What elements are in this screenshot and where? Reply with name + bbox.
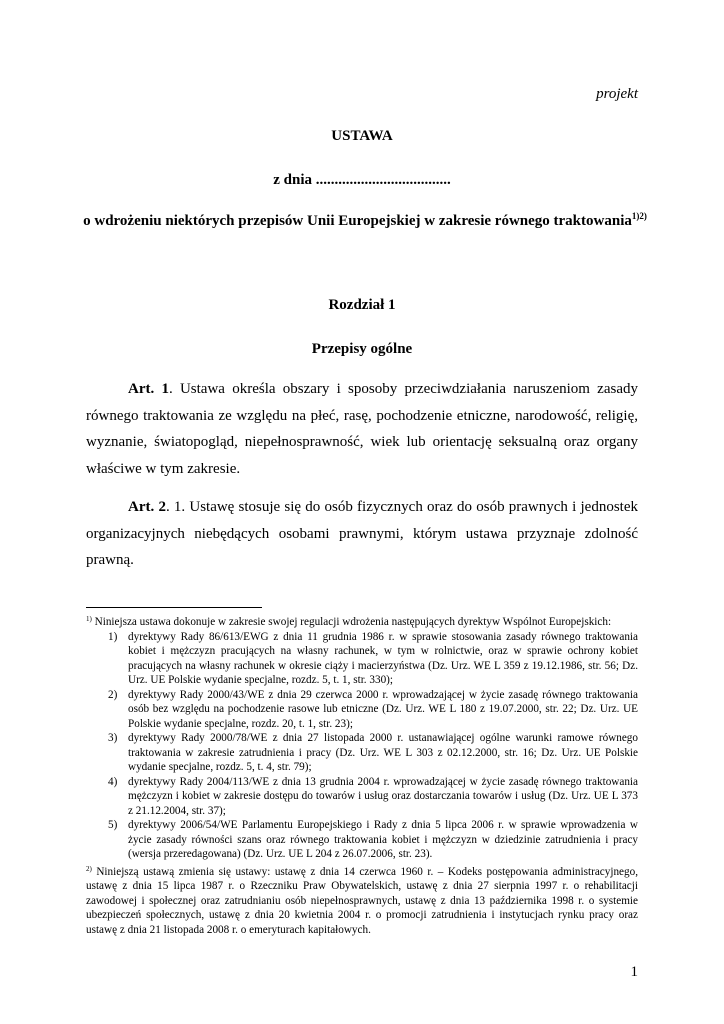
directive-list [86,630,638,862]
footnote-1-mark: 1) [86,615,92,623]
footnote-1-intro [86,612,638,630]
footnote-separator [86,607,262,608]
chapter-number: Rozdział 1 [328,297,396,313]
directive-item [86,775,638,819]
directive-number: 1) [108,630,118,643]
article-2 [86,494,638,574]
directive-item [86,630,638,688]
article-2-text: . 1. Ustawę stosuje się do osób fizycznych oraz do osób prawnych i jednostek organizacyjnych niebędących osobami prawnymi, którym ustawa przyznaje zdolność prawną. [86,499,638,569]
draft-label: projekt [596,86,638,102]
directive-number: 3) [108,732,118,744]
article-1-text: . Ustawa określa obszary i sposoby przeciwdziałania naruszeniom zasady równego traktowania ze względu na płeć, rasę, pochodzenie etniczne, narodowość, religię, wyznanie, światopogląd, niepełnosprawność, wiek lub orientację seksualną oraz organy właściwe w tym zakresie. [86,381,638,478]
footnotes [86,612,638,937]
directive-number: 4) [108,775,118,788]
article-1-label: Art. 1 [128,381,169,397]
act-subject [80,211,650,230]
directive-text: dyrektywy Rady 86/613/EWG z dnia 11 grudnia 1986 r. w sprawie stosowania zasady równego traktowania kobiet i mężczyzn pracujących na własny rachunek, w tym w rolnictwie, oraz w sprawie ochrony kobiet pracujących na własny rachunek w okresie ciąży i macierzyństwa (Dz. Urz. WE L 359 z 19.12.1986, str. 56; Dz. Urz. UE Polskie wydanie specjalne, rozdz. 5, t. 1, str. 330); [128,630,638,686]
directive-text: dyrektywy Rady 2000/43/WE z dnia 29 czerwca 2000 r. wprowadzającej w życie zasadę równego traktowania osób bez względu na pochodzenie rasowe lub etniczne (Dz. Urz. WE L 180 z 19.07.2000, str. 22; Dz. Urz. UE Polskie wydanie specjalne, rozdz. 20, t. 1, str. 23); [128,688,638,730]
footnote-1-intro-text: Niniejsza ustawa dokonuje w zakresie swojej regulacji wdrożenia następujących dyrektyw Wspólnot Europejskich: [91,616,612,628]
act-date: z dnia .................................... [273,172,451,188]
directive-text: dyrektywy Rady 2004/113/WE z dnia 13 grudnia 2004 r. wprowadzającej w życie zasadę równego traktowania mężczyzn i kobiet w zakresie dostępu do towarów i usług oraz dostarczania towarów i usług (Dz. Urz. UE L 373 z 21.12.2004, str. 37); [128,775,638,817]
page-number: 1 [630,964,638,980]
directive-item [86,818,638,862]
act-subject-text: o wdrożeniu niektórych przepisów Unii Europejskiej w zakresie równego traktowania [83,213,632,229]
directive-item [86,731,638,775]
act-subject-footnote-ref[interactable]: 1)2) [631,211,647,221]
footnote-2-mark: 2) [86,864,92,873]
footnote-2-text: Niniejszą ustawą zmienia się ustawy: ustawę z dnia 14 czerwca 1960 r. – Kodeks postępowania administracyjnego, ustawę z dnia 15 lipca 1987 r. o Rzeczniku Praw Obywatelskich, ustawę z dnia 27 sierpnia 1997 r. o rehabilitacji zawodowej i społecznej oraz zatrudnianiu osób niepełnosprawnych, ustawę z dnia 13 października 1998 r. o systemie ubezpieczeń społecznych, ustawę z dnia 20 kwietnia 2004 r. o promocji zatrudnienia i instytucjach rynku pracy oraz ustawę z dnia 21 listopada 2008 r. o emeryturach kapitałowych. [86,865,638,936]
act-title: USTAWA [331,128,393,144]
directive-item [86,688,638,732]
footnote-2 [86,862,638,938]
directive-number: 2) [108,688,118,701]
directive-text: dyrektywy Rady 2000/78/WE z dnia 27 listopada 2000 r. ustanawiającej ogólne warunki ramowe równego traktowania w zakresie zatrudnienia i pracy (Dz. Urz. WE L 303 z 02.12.2000, str. 16; Dz. Urz. UE Polskie wydanie specjalne, rozdz. 5, t. 4, str. 79); [128,732,638,773]
article-1 [86,376,638,483]
directive-number: 5) [108,819,118,831]
directive-text: dyrektywy 2006/54/WE Parlamentu Europejskiego i Rady z dnia 5 lipca 2006 r. w sprawie wprowadzenia w życie zasady równości szans oraz równego traktowania kobiet i mężczyzn w dziedzinie zatrudnienia i pracy (wersja przeredagowana) (Dz. Urz. UE L 204 z 26.07.2006, str. 23). [128,819,638,860]
chapter-name: Przepisy ogólne [311,341,413,357]
article-2-label: Art. 2 [128,499,166,515]
